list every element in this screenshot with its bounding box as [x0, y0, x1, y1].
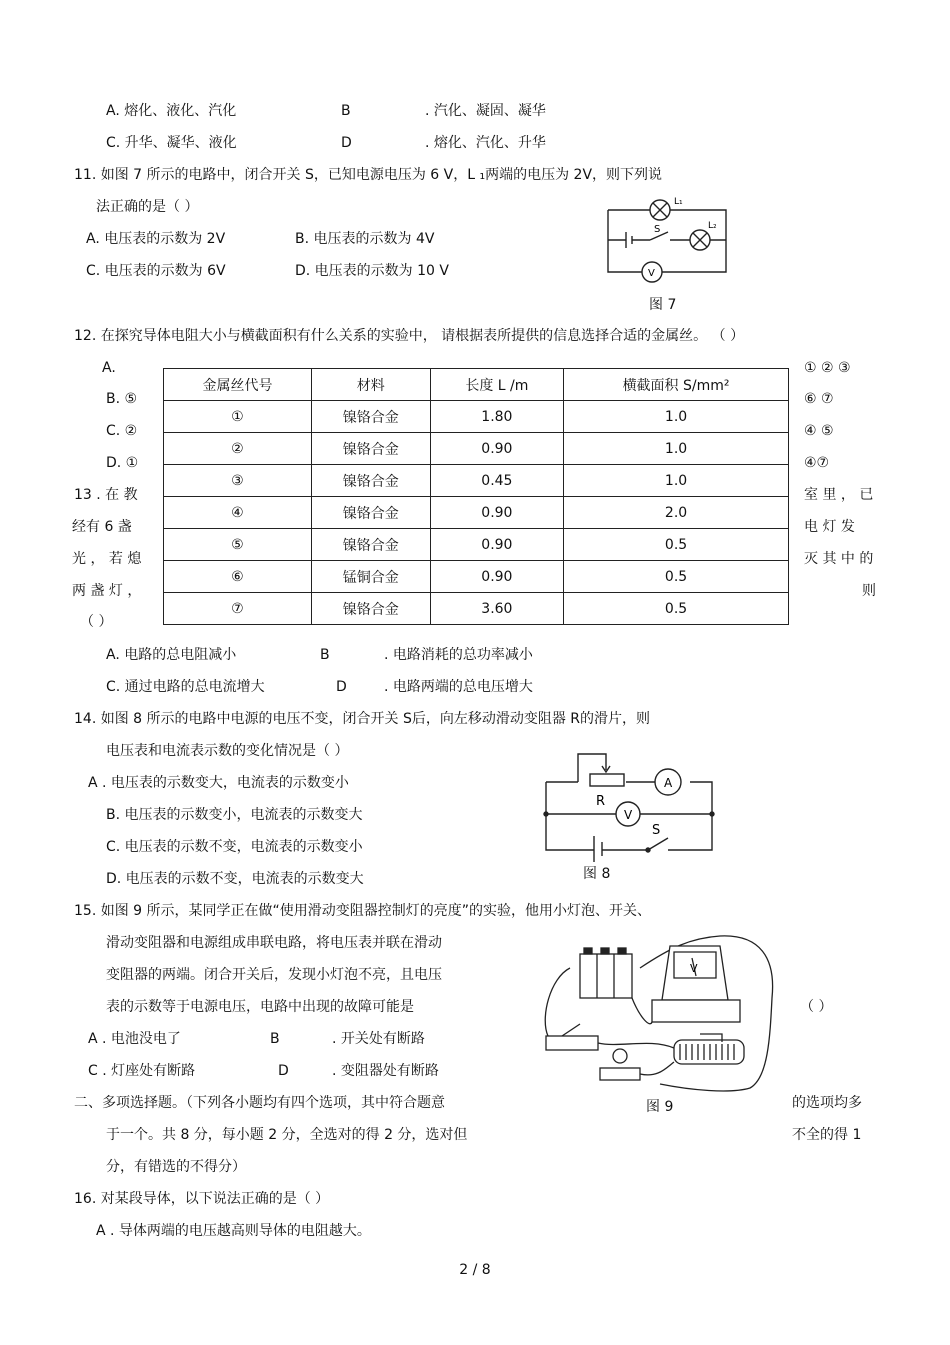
- cell-code: ⑦: [164, 593, 312, 625]
- q16-stem: 16. 对某段导体，以下说法正确的是（ ）: [74, 1191, 330, 1207]
- figure-7-circuit: [598, 190, 738, 286]
- q11-option-c: C. 电压表的示数为 6V: [86, 263, 226, 279]
- table-row: [164, 401, 789, 433]
- table-row: [164, 465, 789, 497]
- table-row: [164, 433, 789, 465]
- fig8-label-a: A: [664, 776, 673, 790]
- q12-option-c-wires: ④ ⑤: [804, 423, 834, 439]
- q16-option-a: A . 导体两端的电压越高则导体的电阻越大。: [96, 1223, 371, 1239]
- section2-line1-left: 二、多项选择题。（下列各小题均有四个选项，其中符合题意: [74, 1095, 445, 1111]
- fig7-label-l2: L₂: [708, 221, 717, 231]
- cell-length: 0.45: [430, 465, 563, 497]
- fig8-label-v: V: [624, 808, 633, 822]
- q14-stem-line2: 电压表和电流表示数的变化情况是（ ）: [106, 743, 349, 759]
- cell-material: 镍铬合金: [311, 465, 430, 497]
- q15-option-a: A . 电池没电了: [88, 1031, 181, 1047]
- q14-option-d: D. 电压表的示数不变，电流表的示数变大: [106, 871, 364, 887]
- q11-stem-line2: 法正确的是（ ）: [96, 199, 199, 215]
- fig7-label-s: S: [654, 224, 661, 235]
- q15-option-b-letter: B: [270, 1031, 280, 1047]
- q13-left-1: 13 . 在 教: [74, 487, 138, 503]
- q11-option-d: D. 电压表的示数为 10 V: [295, 263, 449, 279]
- figure-8-circuit: [540, 750, 720, 862]
- q11-option-a: A. 电压表的示数为 2V: [86, 231, 226, 247]
- table-row: [164, 497, 789, 529]
- q10-option-d-text: . 熔化、汽化、升华: [425, 135, 546, 151]
- section2-line2-right: 不全的得 1: [792, 1127, 862, 1143]
- q14-option-c: C. 电压表的示数不变，电流表的示数变小: [106, 839, 363, 855]
- q15-option-b-text: . 开关处有断路: [332, 1031, 425, 1047]
- q11-option-b: B. 电压表的示数为 4V: [295, 231, 435, 247]
- cell-area: 1.0: [564, 433, 789, 465]
- section2-line3: 分，有错选的不得分）: [106, 1159, 246, 1175]
- q12-option-b-wires: ⑥ ⑦: [804, 391, 834, 407]
- cell-code: ④: [164, 497, 312, 529]
- section2-line1-right: 的选项均多: [792, 1095, 862, 1111]
- q15-option-d-text: . 变阻器处有断路: [332, 1063, 439, 1079]
- q15-stem-line1: 15. 如图 9 所示，某同学正在做“使用滑动变阻器控制灯的亮度”的实验，他用小灯泡、开关、: [74, 903, 652, 919]
- table-header-area: 横截面积 S/mm²: [564, 369, 789, 401]
- page-number: 2 / 8: [459, 1262, 491, 1278]
- cell-code: ③: [164, 465, 312, 497]
- figure-9-apparatus: [540, 928, 776, 1096]
- fig9-label-v: V: [690, 962, 698, 975]
- cell-code: ①: [164, 401, 312, 433]
- q13-right-2: 电 灯 发: [804, 519, 855, 535]
- q13-option-b-text: . 电路消耗的总功率减小: [384, 647, 533, 663]
- table-header-length: 长度 L /m: [430, 369, 563, 401]
- q10-option-a: A. 熔化、液化、汽化: [106, 103, 237, 119]
- q15-stem-line4: 表的示数等于电源电压，电路中出现的故障可能是: [106, 999, 414, 1015]
- figure-8-caption: 图 8: [583, 866, 611, 882]
- fig8-label-s: S: [652, 823, 661, 838]
- q13-left-2: 经有 6 盏: [72, 519, 132, 535]
- q11-stem-line1: 11. 如图 7 所示的电路中，闭合开关 S，已知电源电压为 6 V，L ₁两端的电压为 2V，则下列说: [74, 167, 663, 183]
- cell-length: 0.90: [430, 497, 563, 529]
- q12-option-c: C. ②: [106, 423, 138, 439]
- cell-code: ⑥: [164, 561, 312, 593]
- cell-material: 锰铜合金: [311, 561, 430, 593]
- q15-option-d-letter: D: [278, 1063, 289, 1079]
- q13-right-4: 则: [862, 583, 876, 599]
- cell-material: 镍铬合金: [311, 497, 430, 529]
- q15-stem-line3: 变阻器的两端。闭合开关后，发现小灯泡不亮，且电压: [106, 967, 442, 983]
- q13-left-5: （ ）: [80, 614, 113, 630]
- fig8-label-r: R: [596, 794, 606, 809]
- table-header-material: 材料: [311, 369, 430, 401]
- cell-material: 镍铬合金: [311, 401, 430, 433]
- q13-option-b-letter: B: [320, 647, 330, 663]
- q13-option-c: C. 通过电路的总电流增大: [106, 679, 265, 695]
- figure-9-caption: 图 9: [646, 1099, 674, 1115]
- cell-area: 2.0: [564, 497, 789, 529]
- q15-option-c: C . 灯座处有断路: [88, 1063, 196, 1079]
- cell-code: ⑤: [164, 529, 312, 561]
- cell-length: 1.80: [430, 401, 563, 433]
- q10-option-d-letter: D: [341, 135, 352, 151]
- q13-option-d-text: . 电路两端的总电压增大: [384, 679, 533, 695]
- q10-option-b-letter: B: [341, 103, 351, 119]
- q12-option-a: A.: [102, 360, 116, 376]
- cell-area: 0.5: [564, 593, 789, 625]
- table-row: [164, 561, 789, 593]
- q12-option-d-wires: ④⑦: [804, 455, 830, 471]
- q13-left-3: 光 ， 若 熄: [72, 551, 142, 567]
- q15-answer-bracket: （ ）: [800, 999, 833, 1015]
- cell-length: 3.60: [430, 593, 563, 625]
- cell-area: 1.0: [564, 465, 789, 497]
- q14-option-b: B. 电压表的示数变小，电流表的示数变大: [106, 807, 363, 823]
- table-header-row: [164, 369, 789, 401]
- q12-option-a-wires: ① ② ③: [804, 360, 851, 376]
- cell-material: 镍铬合金: [311, 529, 430, 561]
- cell-length: 0.90: [430, 529, 563, 561]
- cell-area: 0.5: [564, 529, 789, 561]
- table-header-code: 金属丝代号: [164, 369, 312, 401]
- cell-length: 0.90: [430, 561, 563, 593]
- q14-stem-line1: 14. 如图 8 所示的电路中电源的电压不变，闭合开关 S后，向左移动滑动变阻器 R的滑片，则: [74, 711, 651, 727]
- cell-material: 镍铬合金: [311, 593, 430, 625]
- q10-option-c: C. 升华、凝华、液化: [106, 135, 237, 151]
- q12-option-d: D. ①: [106, 455, 139, 471]
- table-row: [164, 593, 789, 625]
- table-row: [164, 529, 789, 561]
- q10-option-b-text: . 汽化、凝固、凝华: [425, 103, 546, 119]
- q13-right-1: 室 里 ， 已: [804, 487, 874, 503]
- cell-material: 镍铬合金: [311, 433, 430, 465]
- q13-left-4: 两 盏 灯 ，: [72, 583, 142, 599]
- q12-option-b: B. ⑤: [106, 391, 138, 407]
- fig7-label-l1: L₁: [674, 197, 683, 207]
- fig7-label-v: V: [648, 268, 655, 279]
- q14-option-a: A . 电压表的示数变大，电流表的示数变小: [88, 775, 349, 791]
- figure-7-caption: 图 7: [649, 297, 677, 313]
- cell-area: 0.5: [564, 561, 789, 593]
- cell-code: ②: [164, 433, 312, 465]
- q12-stem: 12. 在探究导体电阻大小与横截面积有什么关系的实验中， 请根据表所提供的信息选择合适的金属丝。 （ ）: [74, 328, 745, 344]
- cell-length: 0.90: [430, 433, 563, 465]
- section2-line2-left: 于一个。共 8 分，每小题 2 分，全选对的得 2 分，选对但: [106, 1127, 468, 1143]
- cell-area: 1.0: [564, 401, 789, 433]
- q15-stem-line2: 滑动变阻器和电源组成串联电路，将电压表并联在滑动: [106, 935, 442, 951]
- metal-wire-table: [163, 368, 789, 625]
- q13-option-a: A. 电路的总电阻减小: [106, 647, 237, 663]
- q13-option-d-letter: D: [336, 679, 347, 695]
- q13-right-3: 灭 其 中 的: [804, 551, 874, 567]
